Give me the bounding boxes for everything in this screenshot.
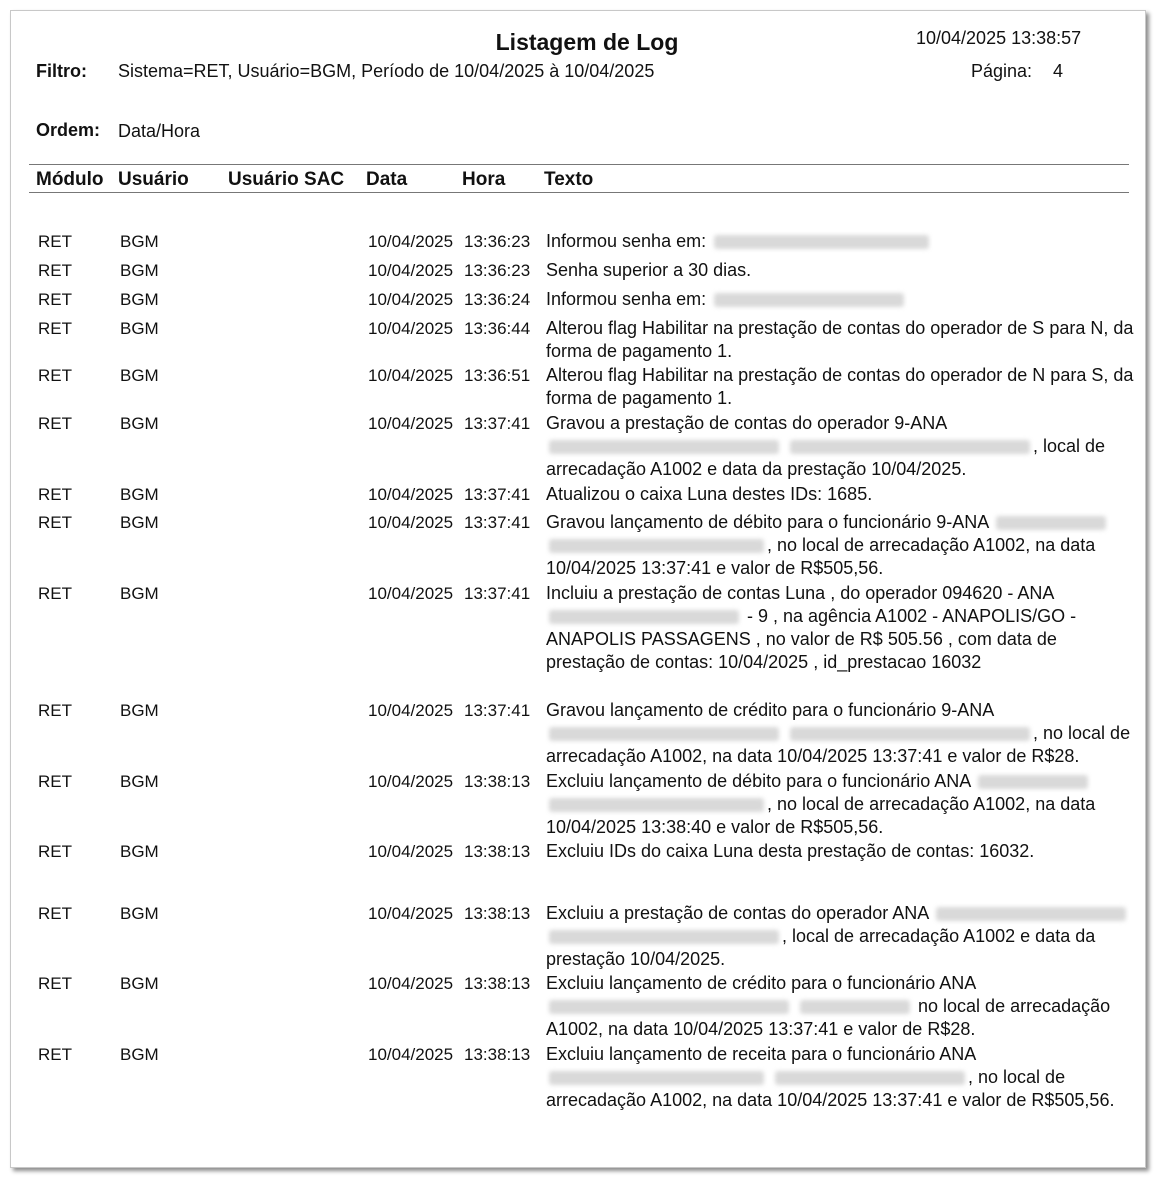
log-hora: 13:37:41 <box>464 584 531 603</box>
log-hora: 13:37:41 <box>464 513 531 532</box>
log-modulo: RET <box>38 513 72 532</box>
redacted-name <box>549 798 764 812</box>
log-modulo: RET <box>38 261 72 280</box>
log-texto: Excluiu IDs do caixa Luna desta prestação de contas: 16032. <box>546 841 1035 861</box>
log-modulo: RET <box>38 842 72 861</box>
redacted-name <box>549 440 779 454</box>
log-data: 10/04/2025 <box>368 232 454 251</box>
log-data: 10/04/2025 <box>368 842 454 861</box>
log-texto: Alterou flag Habilitar na prestação de contas do operador de N para S, da forma de pagamento 1. <box>546 365 1134 408</box>
log-usuario: BGM <box>120 904 159 923</box>
order-value: Data/Hora <box>118 121 201 141</box>
log-data: 10/04/2025 <box>368 290 454 309</box>
log-modulo: RET <box>38 319 72 338</box>
redacted-name <box>790 727 1030 741</box>
log-texto: Excluiu lançamento de receita para o funcionário ANA , no local de arrecadação A1002, na data 10/04/2025 13:37:41 e valor de R$505,56. <box>546 1044 1115 1110</box>
log-texto: Senha superior a 30 dias. <box>546 260 752 280</box>
redacted-name <box>549 1071 764 1085</box>
log-data: 10/04/2025 <box>368 414 454 433</box>
log-hora: 13:36:44 <box>464 319 531 338</box>
log-hora: 13:37:41 <box>464 485 531 504</box>
redacted-name <box>800 1000 910 1014</box>
log-usuario: BGM <box>120 366 159 385</box>
log-texto: Gravou a prestação de contas do operador 9-ANA , local de arrecadação A1002 e data da prestação 10/04/2025. <box>546 413 1106 479</box>
log-data: 10/04/2025 <box>368 584 454 603</box>
redacted-name <box>978 775 1088 789</box>
log-data: 10/04/2025 <box>368 1045 454 1064</box>
log-hora: 13:38:13 <box>464 974 531 993</box>
log-hora: 13:38:13 <box>464 1045 531 1064</box>
log-hora: 13:38:13 <box>464 772 531 791</box>
col-header-usuario: Usuário <box>118 169 189 190</box>
page-label: Página: <box>971 61 1033 81</box>
log-data: 10/04/2025 <box>368 366 454 385</box>
log-texto: Excluiu a prestação de contas do operador ANA , local de arrecadação A1002 e data da prestação 10/04/2025. <box>546 902 1136 971</box>
log-usuario: BGM <box>120 232 159 251</box>
report-title: Listagem de Log <box>495 29 679 55</box>
page-number: 4 <box>1053 61 1064 81</box>
log-hora: 13:38:13 <box>464 904 531 923</box>
log-modulo: RET <box>38 414 72 433</box>
log-usuario: BGM <box>120 485 159 504</box>
redacted-name <box>775 1071 965 1085</box>
redacted-name <box>549 1000 789 1014</box>
log-modulo: RET <box>38 232 72 251</box>
header-top-rule <box>29 164 1129 165</box>
log-modulo: RET <box>38 974 72 993</box>
log-hora: 13:36:24 <box>464 290 531 309</box>
redacted-name <box>549 539 764 553</box>
log-usuario: BGM <box>120 772 159 791</box>
log-usuario: BGM <box>120 584 159 603</box>
header-bottom-rule <box>29 192 1129 193</box>
log-data: 10/04/2025 <box>368 974 454 993</box>
col-header-hora: Hora <box>462 169 506 190</box>
log-data: 10/04/2025 <box>368 701 454 720</box>
log-modulo: RET <box>38 290 72 309</box>
log-modulo: RET <box>38 904 72 923</box>
log-data: 10/04/2025 <box>368 261 454 280</box>
log-usuario: BGM <box>120 290 159 309</box>
log-hora: 13:36:51 <box>464 366 531 385</box>
log-texto: Excluiu lançamento de débito para o funcionário ANA , no local de arrecadação A1002, na data 10/04/2025 13:38:40 e valor de R$505,56. <box>546 771 1096 837</box>
col-header-usuario-sac: Usuário SAC <box>228 169 345 190</box>
log-hora: 13:36:23 <box>464 261 531 280</box>
log-texto: Gravou lançamento de débito para o funcionário 9-ANA , no local de arrecadação A1002, na data 10/04/2025 13:37:41 e valor de R$505,56. <box>546 511 1136 580</box>
log-modulo: RET <box>38 772 72 791</box>
log-hora: 13:37:41 <box>464 701 531 720</box>
log-data: 10/04/2025 <box>368 904 454 923</box>
order-label: Ordem: <box>36 120 101 140</box>
log-texto: Informou senha em: <box>546 230 1136 253</box>
log-usuario: BGM <box>120 319 159 338</box>
log-data: 10/04/2025 <box>368 319 454 338</box>
col-header-data: Data <box>366 169 408 190</box>
redacted-name <box>549 610 739 624</box>
log-hora: 13:38:13 <box>464 842 531 861</box>
report-datetime: 10/04/2025 13:38:57 <box>916 28 1082 48</box>
log-usuario: BGM <box>120 701 159 720</box>
log-modulo: RET <box>38 584 72 603</box>
log-texto: Atualizou o caixa Luna destes IDs: 1685. <box>546 484 873 504</box>
redacted-name <box>714 293 904 307</box>
log-usuario: BGM <box>120 974 159 993</box>
col-header-texto: Texto <box>544 169 594 190</box>
redacted-name <box>714 235 929 249</box>
log-texto: Incluiu a prestação de contas Luna , do operador 094620 - ANA - 9 , na agência A1002 - ANAPOLIS/GO - ANAPOLIS PASSAGENS , no valor de R$ 505.56 , com data de prestação de contas: 10/04/2025 , id_prestacao 16032 <box>546 583 1077 672</box>
log-texto: Informou senha em: <box>546 288 1136 311</box>
log-usuario: BGM <box>120 513 159 532</box>
log-modulo: RET <box>38 366 72 385</box>
redacted-name <box>936 907 1126 921</box>
log-hora: 13:37:41 <box>464 414 531 433</box>
log-usuario: BGM <box>120 414 159 433</box>
log-modulo: RET <box>38 485 72 504</box>
filter-value: Sistema=RET, Usuário=BGM, Período de 10/04/2025 à 10/04/2025 <box>118 61 655 81</box>
filter-label: Filtro: <box>36 61 87 81</box>
redacted-name <box>549 727 779 741</box>
log-texto: Gravou lançamento de crédito para o funcionário 9-ANA , no local de arrecadação A1002, na data 10/04/2025 13:37:41 e valor de R$28. <box>546 700 1131 766</box>
log-usuario: BGM <box>120 1045 159 1064</box>
report-page <box>10 10 1146 1168</box>
log-data: 10/04/2025 <box>368 513 454 532</box>
log-modulo: RET <box>38 1045 72 1064</box>
col-header-modulo: Módulo <box>36 169 104 190</box>
log-usuario: BGM <box>120 261 159 280</box>
log-data: 10/04/2025 <box>368 485 454 504</box>
log-modulo: RET <box>38 701 72 720</box>
log-hora: 13:36:23 <box>464 232 531 251</box>
log-texto: Alterou flag Habilitar na prestação de contas do operador de S para N, da forma de pagamento 1. <box>546 318 1134 361</box>
redacted-name <box>790 440 1030 454</box>
log-usuario: BGM <box>120 842 159 861</box>
log-texto: Excluiu lançamento de crédito para o funcionário ANA no local de arrecadação A1002, na data 10/04/2025 13:37:41 e valor de R$28. <box>546 973 1111 1039</box>
redacted-name <box>549 930 779 944</box>
log-data: 10/04/2025 <box>368 772 454 791</box>
redacted-name <box>996 516 1106 530</box>
